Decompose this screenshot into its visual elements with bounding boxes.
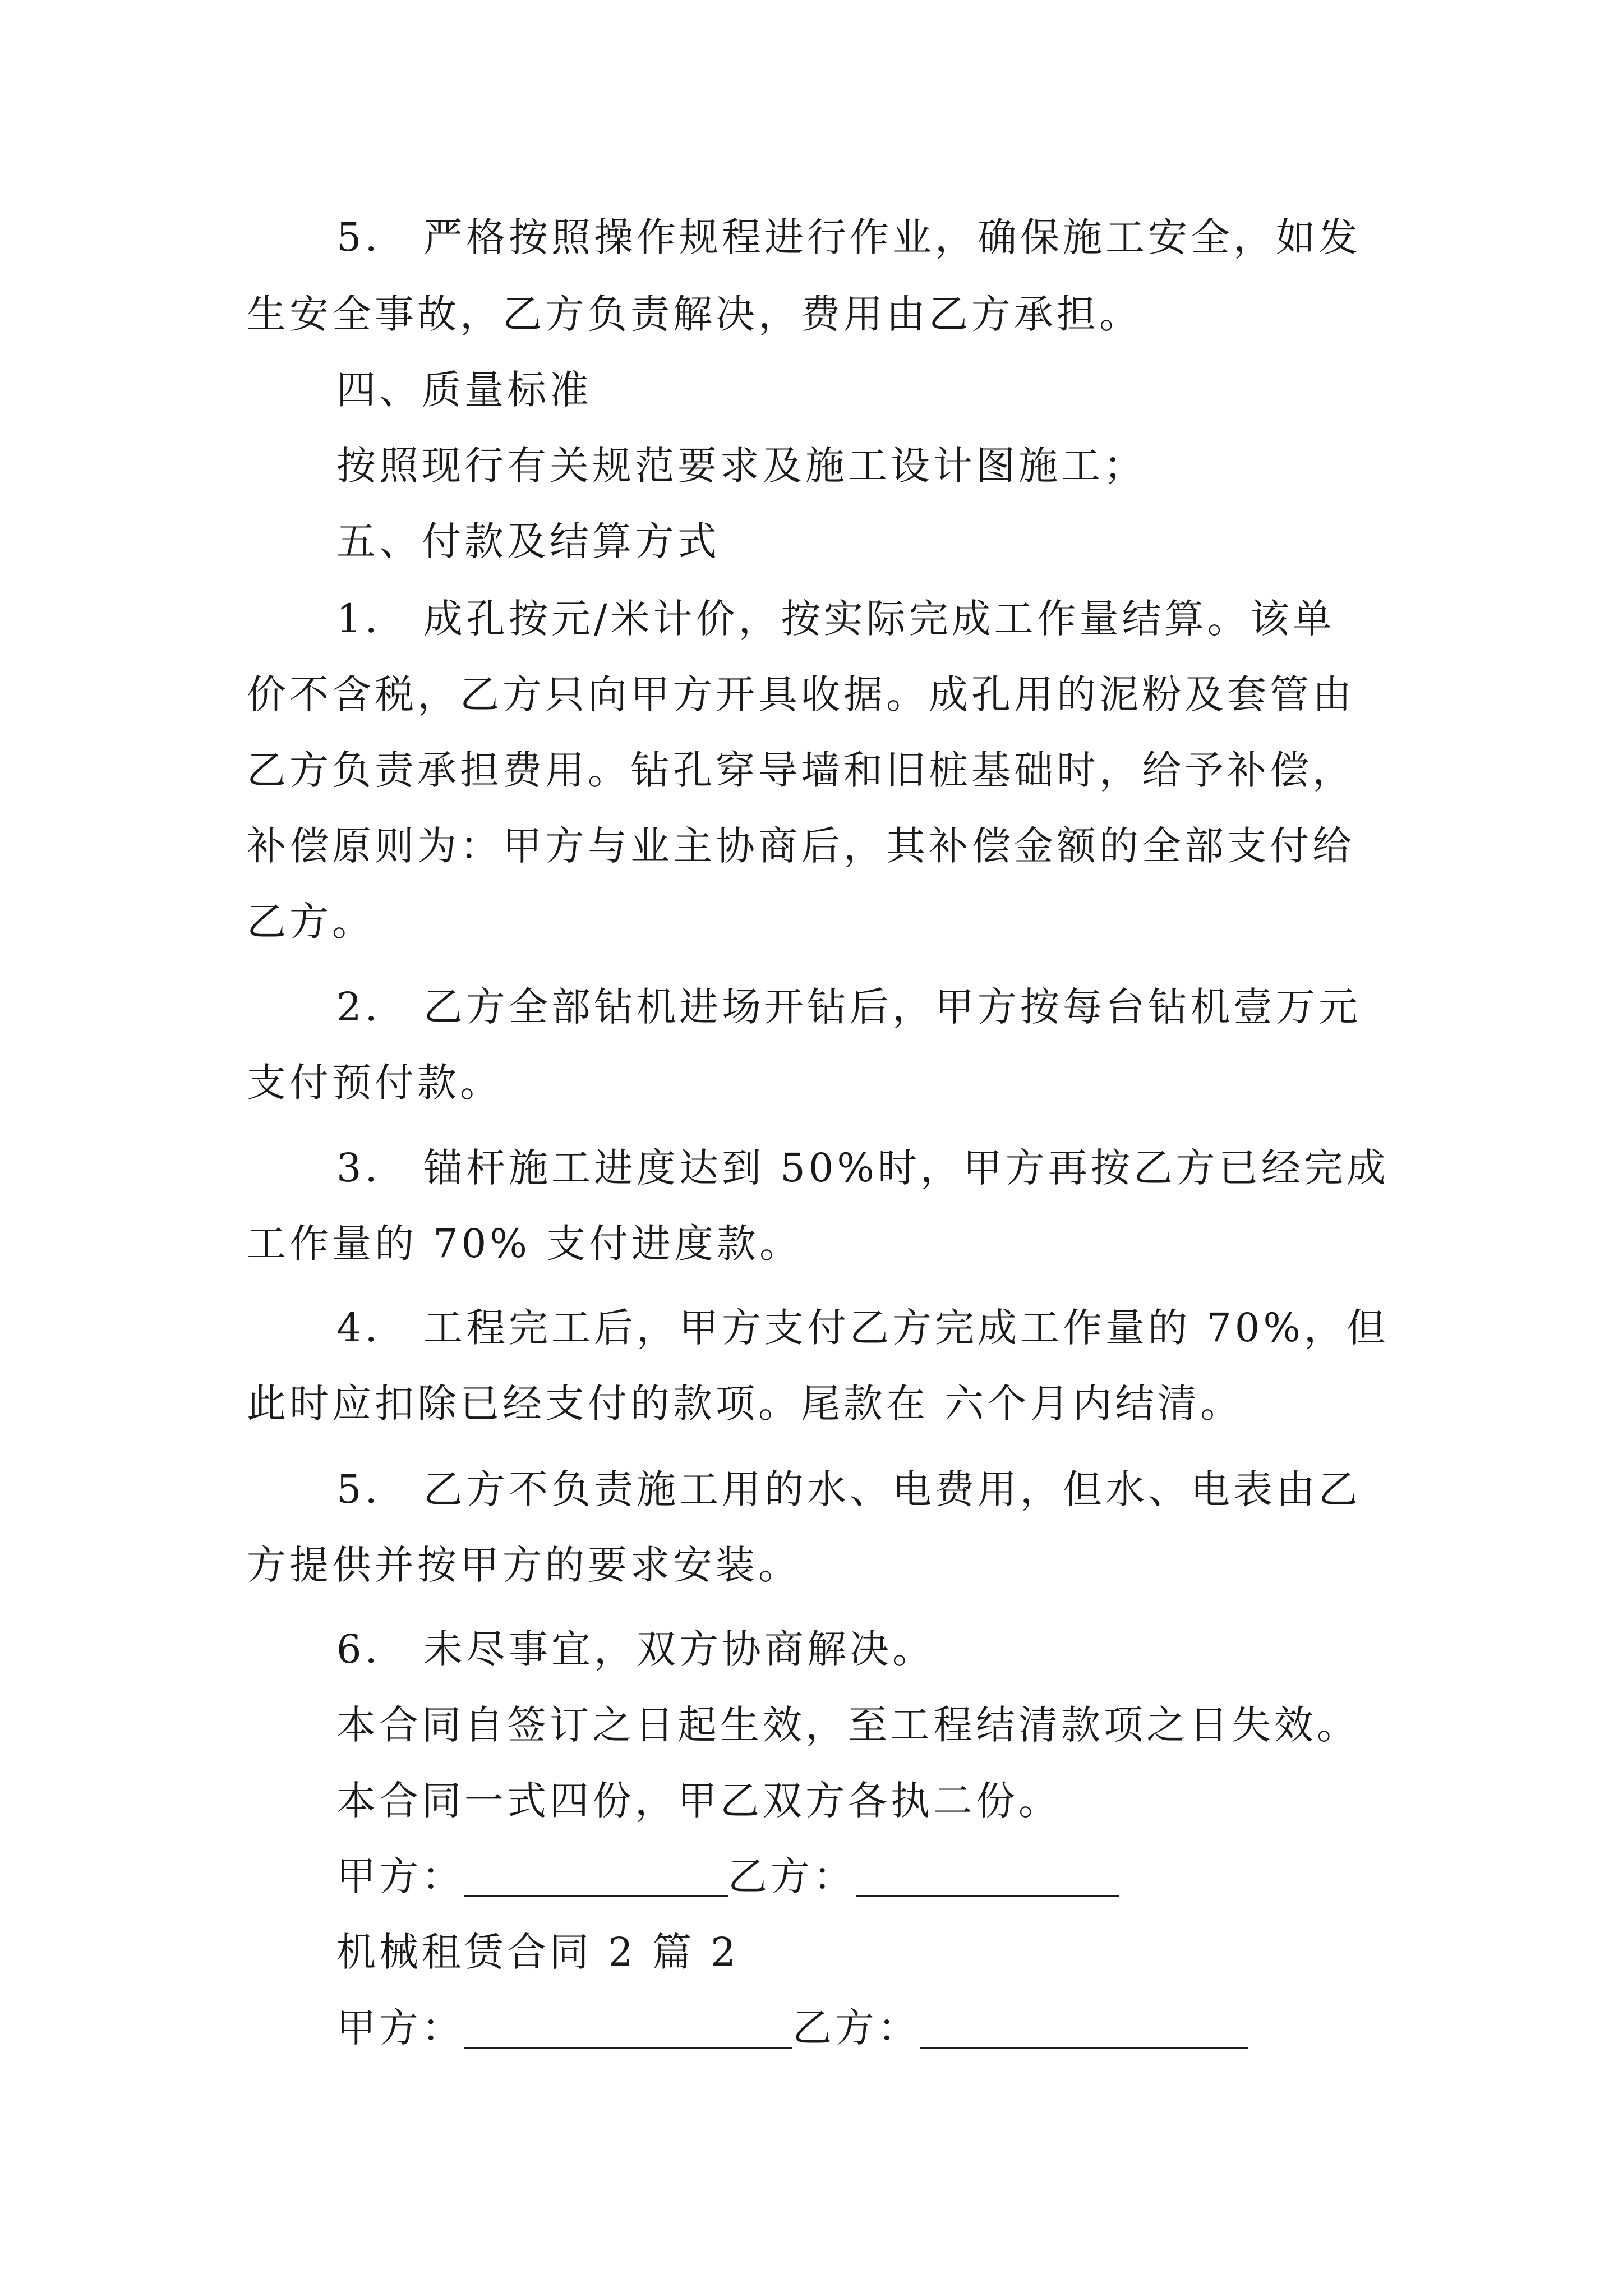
party-a-blank[interactable] [464, 2013, 792, 2049]
payment-item-4-line1 [336, 1303, 1389, 1353]
item-text: 未尽事宜，双方协商解决。 [423, 1626, 935, 1672]
section-4-heading: 四、质量标准 [336, 367, 592, 413]
item-text: 成孔按元/米计价，按实际完成工作量结算。该单 [423, 596, 1335, 642]
payment-item-3-line2: 工作量的 70% 支付进度款。 [247, 1221, 803, 1267]
item-text: 锚杆施工进度达到 50%时，甲方再按乙方已经完成 [423, 1145, 1389, 1191]
item-number: 4. [336, 1305, 381, 1351]
item-number: 5. [336, 214, 381, 260]
item-text: 严格按照操作规程进行作业，确保施工安全，如发 [423, 214, 1361, 260]
party-a-blank[interactable] [464, 1862, 728, 1897]
party-b-label: 乙方： [792, 2005, 920, 2051]
item-number: 2. [336, 984, 381, 1030]
section-4-body: 按照现行有关规范要求及施工设计图施工； [336, 443, 1146, 489]
item-number: 5. [336, 1466, 381, 1512]
signature-line-2 [336, 2003, 1248, 2053]
item-text: 乙方全部钻机进场开钻后，甲方按每台钻机壹万元 [423, 984, 1361, 1030]
party-b-blank[interactable] [920, 2013, 1248, 2049]
signature-line-1 [336, 1851, 1119, 1902]
payment-item-1-line4: 补偿原则为：甲方与业主协商后，其补偿金额的全部支付给 [247, 823, 1355, 869]
payment-item-1-line3: 乙方负责承担费用。钻孔穿导墙和旧桩基础时，给予补偿， [247, 747, 1355, 793]
payment-item-2-line1 [336, 982, 1361, 1032]
copies-clause: 本合同一式四份，甲乙双方各执二份。 [336, 1778, 1061, 1824]
item-prev-5-line1 [336, 212, 1361, 263]
payment-item-1-line5: 乙方。 [247, 899, 375, 945]
party-b-label: 乙方： [728, 1853, 856, 1899]
item-number: 1. [336, 596, 381, 642]
payment-item-1-line1 [336, 593, 1335, 644]
effective-clause: 本合同自签订之日起生效，至工程结清款项之日失效。 [336, 1702, 1359, 1748]
contract-2-title: 机械租赁合同 2 篇 2 [336, 1929, 739, 1975]
payment-item-3-line1 [336, 1143, 1389, 1193]
party-a-label: 甲方： [336, 2005, 464, 2051]
section-5-heading: 五、付款及结算方式 [336, 518, 720, 564]
payment-item-6-line1 [336, 1624, 935, 1674]
payment-item-1-line2: 价不含税，乙方只向甲方开具收据。成孔用的泥粉及套管由 [247, 671, 1355, 717]
payment-item-4-line2: 此时应扣除已经支付的款项。尾款在 六个月内结清。 [247, 1381, 1243, 1427]
item-text: 工程完工后，甲方支付乙方完成工作量的 70%，但 [423, 1305, 1389, 1351]
payment-item-2-line2: 支付预付款。 [247, 1060, 502, 1106]
party-a-label: 甲方： [336, 1853, 464, 1899]
item-text: 乙方不负责施工用的水、电费用，但水、电表由乙 [423, 1466, 1361, 1512]
payment-item-5-line2: 方提供并按甲方的要求安装。 [247, 1542, 801, 1588]
item-number: 6. [336, 1626, 381, 1672]
item-prev-5-line2: 生安全事故，乙方负责解决，费用由乙方承担。 [247, 291, 1142, 337]
payment-item-5-line1 [336, 1464, 1361, 1515]
party-b-blank[interactable] [856, 1862, 1119, 1897]
item-number: 3. [336, 1145, 381, 1191]
